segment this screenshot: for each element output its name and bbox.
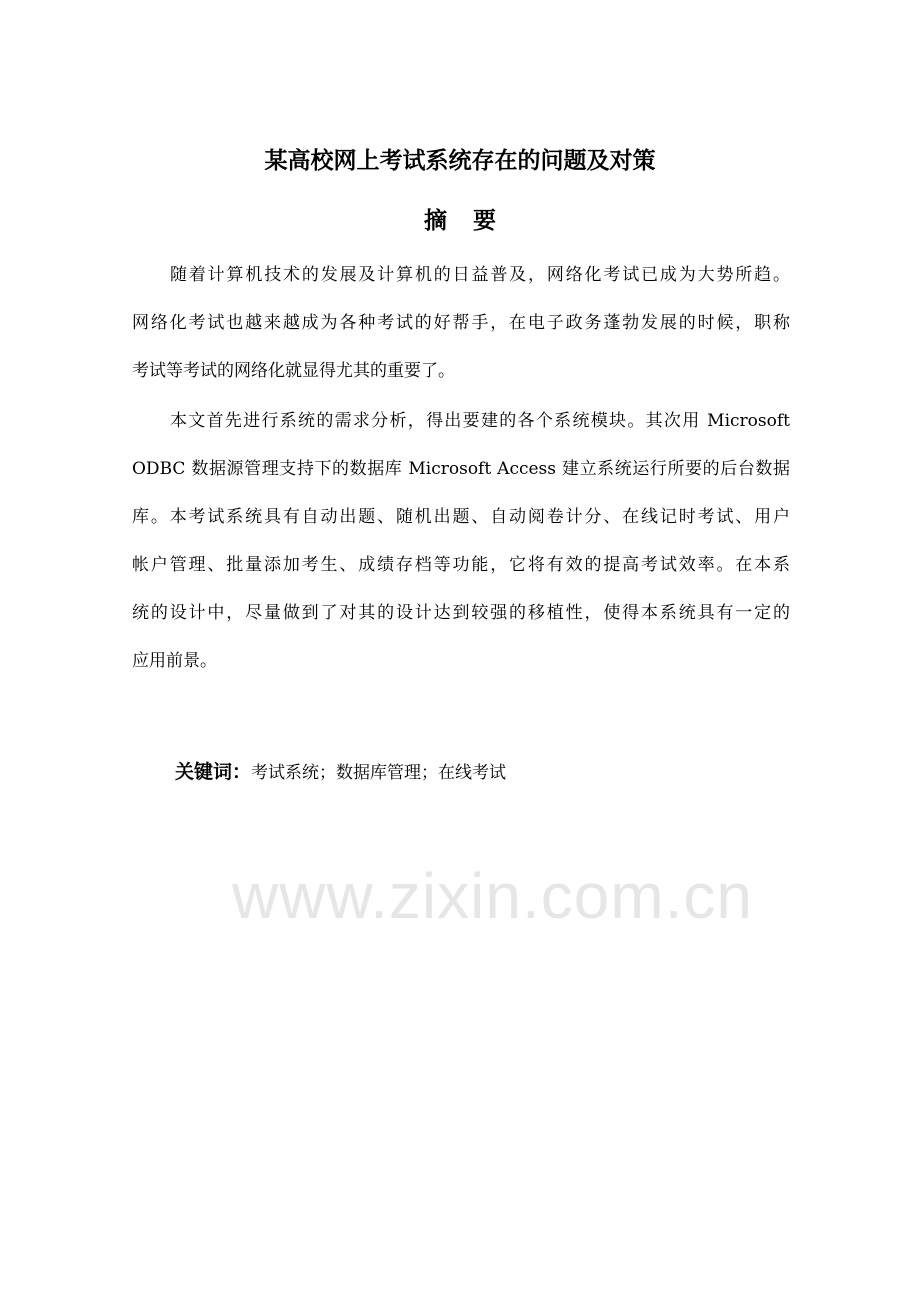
keywords-label: 关键词： xyxy=(175,761,252,783)
paragraph-line: 帐户管理、批量添加考生、成绩存档等功能，它将有效的提高考试效率。在本系 xyxy=(132,555,790,575)
paragraph-line: 随着计算机技术的发展及计算机的日益普及，网络化考试已成为大势所趋。 xyxy=(170,265,790,285)
abstract-paragraph-2 xyxy=(132,397,790,685)
paragraph-line: 网络化考试也越来越成为各种考试的好帮手，在电子政务蓬勃发展的时候，职称 xyxy=(132,313,790,333)
abstract-paragraph-1 xyxy=(132,251,790,395)
keywords-value: 考试系统；数据库管理；在线考试 xyxy=(251,763,507,783)
keywords xyxy=(175,757,506,784)
abstract-heading: 摘要 xyxy=(424,207,522,234)
watermark: www.zixin.com.cn xyxy=(232,860,753,932)
paragraph-line: 统的设计中，尽量做到了对其的设计达到较强的移植性，使得本系统具有一定的 xyxy=(132,603,790,623)
document-title: 某高校网上考试系统存在的问题及对策 xyxy=(264,147,656,174)
paragraph-line: ODBC 数据源管理支持下的数据库 Microsoft Access 建立系统运行所要的后台数据 xyxy=(132,459,790,479)
paragraph-line: 应用前景。 xyxy=(132,651,217,671)
paragraph-line: 考试等考试的网络化就显得尤其的重要了。 xyxy=(132,361,455,381)
paragraph-line: 本文首先进行系统的需求分析，得出要建的各个系统模块。其次用 Microsoft xyxy=(170,411,790,431)
paragraph-line: 库。本考试系统具有自动出题、随机出题、自动阅卷计分、在线记时考试、用户 xyxy=(132,507,790,527)
